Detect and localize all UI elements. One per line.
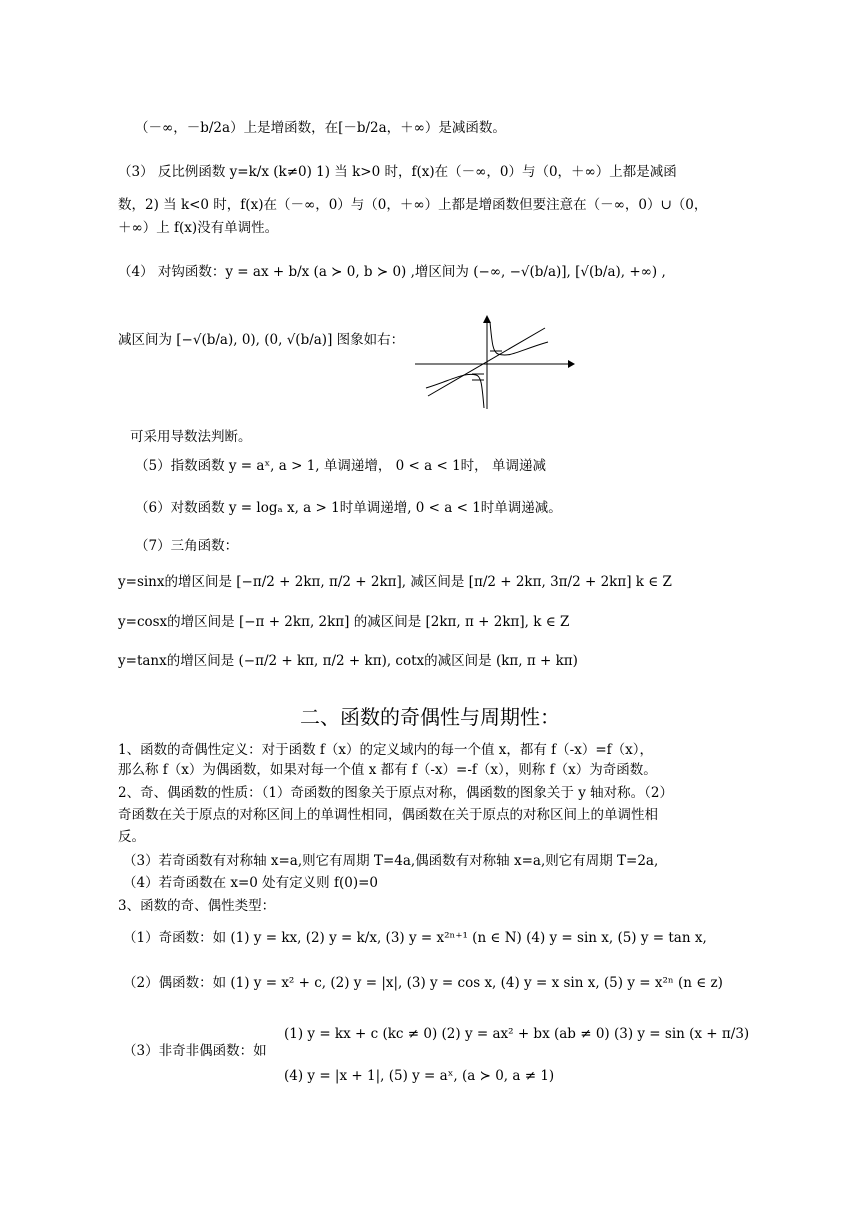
- nike-function-graph: [410, 314, 575, 412]
- item5-exponential: （5）指数函数 y = aˣ, a > 1, 单调递增， 0 < a < 1时， 单调递减: [135, 458, 546, 474]
- parity-property-b: 奇函数在关于原点的对称区间上的单调性相同，偶函数在关于原点的对称区间上的单调性相: [118, 807, 658, 823]
- cos-interval-line: y=cosx的增区间是 [−π + 2kπ, 2kπ] 的减区间是 [2kπ, π + 2kπ], k ∈ Z: [118, 614, 570, 630]
- interval-monotonic-line: （－∞，－b/2a）上是增函数，在[－b/2a，＋∞）是减函数。: [135, 120, 506, 136]
- parity-property-4: （4）若奇函数在 x=0 处有定义则 f(0)=0: [123, 875, 378, 891]
- parity-definition-b: 那么称 f（x）为偶函数，如果对每一个值 x 都有 f（-x）=-f（x），则称 f（x）为奇函数。: [118, 762, 657, 778]
- neither-function-examples-a: (1) y = kx + c (kc ≠ 0) (2) y = ax² + bx (ab ≠ 0) (3) y = sin (x + π/3): [284, 1026, 750, 1042]
- item4-line-b: 减区间为 [−√(b/a), 0), (0, √(b/a)] 图象如右：: [118, 332, 405, 348]
- parity-property-c: 反。: [118, 829, 145, 845]
- item6-logarithm: （6）对数函数 y = logₐ x, a > 1时单调递增, 0 < a < 1时单调递减。: [135, 500, 562, 516]
- item3-line-c: ＋∞）上 f(x)没有单调性。: [118, 220, 279, 236]
- tan-interval-line: y=tanx的增区间是 (−π/2 + kπ, π/2 + kπ), cotx的减区间是 (kπ, π + kπ): [118, 653, 578, 669]
- item4-line-a: （4） 对钩函数：y = ax + b/x (a ≻ 0, b ≻ 0) ,增区间为 (−∞, −√(b/a)], [√(b/a), +∞) ,: [118, 264, 666, 280]
- item3-line-a: （3） 反比例函数 y=k/x (k≠0) 1) 当 k>0 时，f(x)在（－∞，0）与（0，＋∞）上都是减函: [118, 164, 677, 180]
- parity-property-a: 2、奇、偶函数的性质：（1）奇函数的图象关于原点对称，偶函数的图象关于 y 轴对称。（2）: [118, 785, 673, 801]
- even-function-examples: （2）偶函数：如 (1) y = x² + c, (2) y = |x|, (3) y = cos x, (4) y = x sin x, (5) y = x²ⁿ (n ∈ z): [123, 975, 723, 991]
- parity-types-title: 3、函数的奇、偶性类型：: [118, 898, 276, 914]
- parity-definition-a: 1、函数的奇偶性定义：对于函数 f（x）的定义域内的每一个值 x，都有 f（-x）=f（x），: [118, 742, 654, 758]
- section-heading-parity-period: 二、函数的奇偶性与周期性：: [300, 705, 560, 729]
- item7-trig-title: （7）三角函数：: [135, 538, 239, 554]
- neither-function-label: （3）非奇非偶函数：如: [123, 1043, 267, 1059]
- item3-line-b: 数，2) 当 k<0 时，f(x)在（－∞，0）与（0，＋∞）上都是增函数但要注意在（－∞，0）∪（0，: [118, 197, 708, 213]
- sin-interval-line: y=sinx的增区间是 [−π/2 + 2kπ, π/2 + 2kπ], 减区间是 [π/2 + 2kπ, 3π/2 + 2kπ] k ∈ Z: [118, 574, 672, 590]
- odd-function-examples: （1）奇函数：如 (1) y = kx, (2) y = k/x, (3) y = x²ⁿ⁺¹ (n ∈ N) (4) y = sin x, (5) y = tan x,: [123, 930, 707, 946]
- derivative-note: 可采用导数法判断。: [130, 429, 252, 445]
- parity-property-3: （3）若奇函数有对称轴 x=a,则它有周期 T=4a,偶函数有对称轴 x=a,则它有周期 T=2a,: [123, 853, 659, 869]
- neither-function-examples-b: (4) y = |x + 1|, (5) y = aˣ, (a ≻ 0, a ≠ 1): [284, 1068, 555, 1084]
